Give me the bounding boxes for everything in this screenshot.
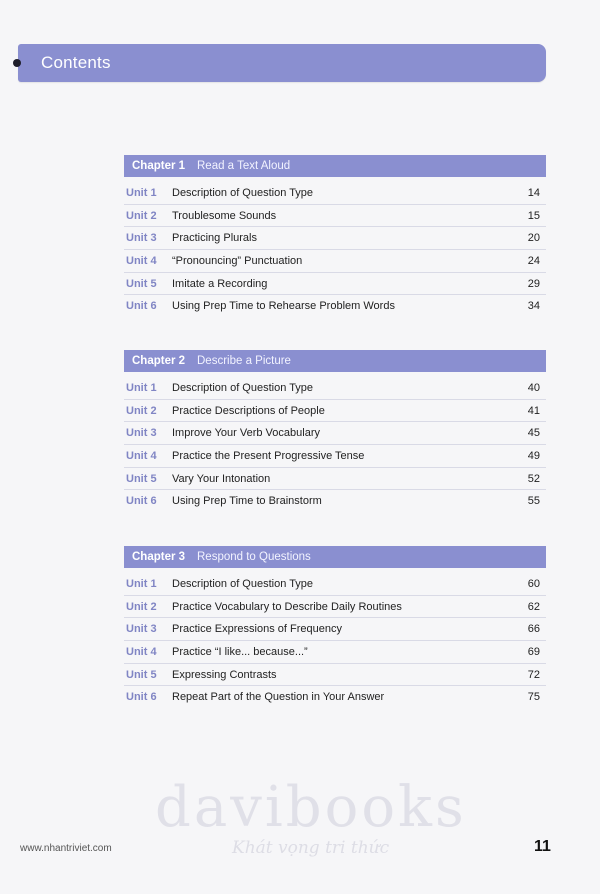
chapter-title: Describe a Picture: [197, 355, 291, 367]
unit-row: [124, 227, 546, 250]
unit-label: Unit 3: [126, 427, 157, 440]
unit-page-number: 60: [527, 578, 540, 590]
unit-label: Unit 1: [126, 187, 157, 199]
chapter-section: [124, 155, 546, 317]
unit-title: “Pronouncing” Punctuation: [172, 255, 303, 268]
chapter-section: [124, 546, 546, 708]
contents-banner: [18, 44, 546, 82]
unit-label: Unit 5: [126, 668, 157, 681]
chapter-number: Chapter 3: [132, 551, 186, 563]
unit-row: [124, 468, 546, 491]
unit-title: Practice Expressions of Frequency: [172, 623, 342, 636]
unit-row: [124, 205, 546, 228]
unit-row: [124, 182, 546, 205]
watermark-brand: davibooks: [155, 775, 467, 840]
unit-label: Unit 5: [126, 277, 157, 290]
unit-title: Using Prep Time to Brainstorm: [172, 495, 322, 508]
unit-title: Vary Your Intonation: [172, 472, 271, 485]
unit-label: Unit 2: [126, 600, 157, 613]
unit-page-number: 75: [527, 691, 540, 704]
unit-row: [124, 664, 546, 687]
unit-title: Practice the Present Progressive Tense: [172, 450, 365, 463]
unit-label: Unit 4: [126, 450, 157, 463]
chapter-title: Respond to Questions: [197, 551, 311, 563]
unit-title: Practice Descriptions of People: [172, 404, 325, 417]
unit-row: [124, 445, 546, 468]
unit-page-number: 55: [527, 495, 540, 508]
unit-page-number: 34: [527, 300, 540, 313]
unit-label: Unit 1: [126, 382, 157, 394]
unit-row: [124, 686, 546, 708]
unit-row: [124, 490, 546, 512]
chapter-number: Chapter 2: [132, 355, 186, 367]
unit-title: Practicing Plurals: [172, 232, 257, 245]
unit-page-number: 24: [527, 255, 540, 268]
unit-title: Repeat Part of the Question in Your Answer: [172, 691, 385, 704]
unit-page-number: 14: [527, 187, 540, 199]
unit-title: Imitate a Recording: [172, 277, 268, 290]
unit-page-number: 41: [527, 404, 540, 417]
unit-row: [124, 422, 546, 445]
unit-page-number: 15: [527, 209, 540, 222]
chapter-number: Chapter 1: [132, 160, 186, 172]
unit-row: [124, 618, 546, 641]
unit-title: Troublesome Sounds: [172, 209, 277, 222]
chapter-header: [124, 546, 546, 568]
chapter-section: [124, 350, 546, 512]
bullet-dot-icon: [13, 59, 21, 67]
unit-label: Unit 3: [126, 232, 157, 245]
unit-title: Practice “I like... because...”: [172, 646, 308, 659]
chapter-header: [124, 350, 546, 372]
unit-page-number: 20: [527, 232, 540, 245]
unit-page-number: 66: [527, 623, 540, 636]
chapter-title: Read a Text Aloud: [197, 160, 291, 172]
unit-page-number: 72: [527, 668, 540, 681]
unit-label: Unit 4: [126, 646, 157, 659]
unit-row: [124, 573, 546, 596]
unit-label: Unit 2: [126, 209, 157, 222]
unit-label: Unit 6: [126, 691, 157, 704]
unit-row: [124, 377, 546, 400]
unit-row: [124, 400, 546, 423]
unit-page-number: 69: [527, 646, 540, 659]
unit-title: Description of Question Type: [172, 382, 314, 394]
unit-title: Using Prep Time to Rehearse Problem Words: [172, 300, 395, 313]
unit-row: [124, 250, 546, 273]
unit-row: [124, 273, 546, 296]
unit-label: Unit 6: [126, 300, 157, 313]
page-title: Contents: [41, 53, 111, 72]
unit-label: Unit 1: [126, 578, 157, 590]
unit-label: Unit 2: [126, 404, 157, 417]
unit-page-number: 45: [527, 427, 540, 440]
unit-page-number: 40: [527, 382, 540, 394]
watermark-tagline: Khát vọng tri thức: [232, 838, 390, 858]
unit-title: Practice Vocabulary to Describe Daily Routines: [172, 600, 402, 613]
unit-title: Improve Your Verb Vocabulary: [172, 427, 320, 440]
unit-page-number: 52: [527, 472, 540, 485]
unit-page-number: 62: [527, 600, 540, 613]
chapter-header: [124, 155, 546, 177]
page-number: 11: [534, 838, 551, 855]
unit-label: Unit 3: [126, 623, 157, 636]
unit-page-number: 29: [527, 277, 540, 290]
unit-label: Unit 5: [126, 472, 157, 485]
unit-row: [124, 596, 546, 619]
unit-row: [124, 295, 546, 317]
footer-url: www.nhantriviet.com: [20, 843, 112, 854]
unit-label: Unit 6: [126, 495, 157, 508]
unit-page-number: 49: [527, 450, 540, 463]
unit-title: Expressing Contrasts: [172, 668, 277, 681]
unit-label: Unit 4: [126, 255, 157, 268]
unit-row: [124, 641, 546, 664]
unit-title: Description of Question Type: [172, 578, 314, 590]
unit-title: Description of Question Type: [172, 187, 314, 199]
